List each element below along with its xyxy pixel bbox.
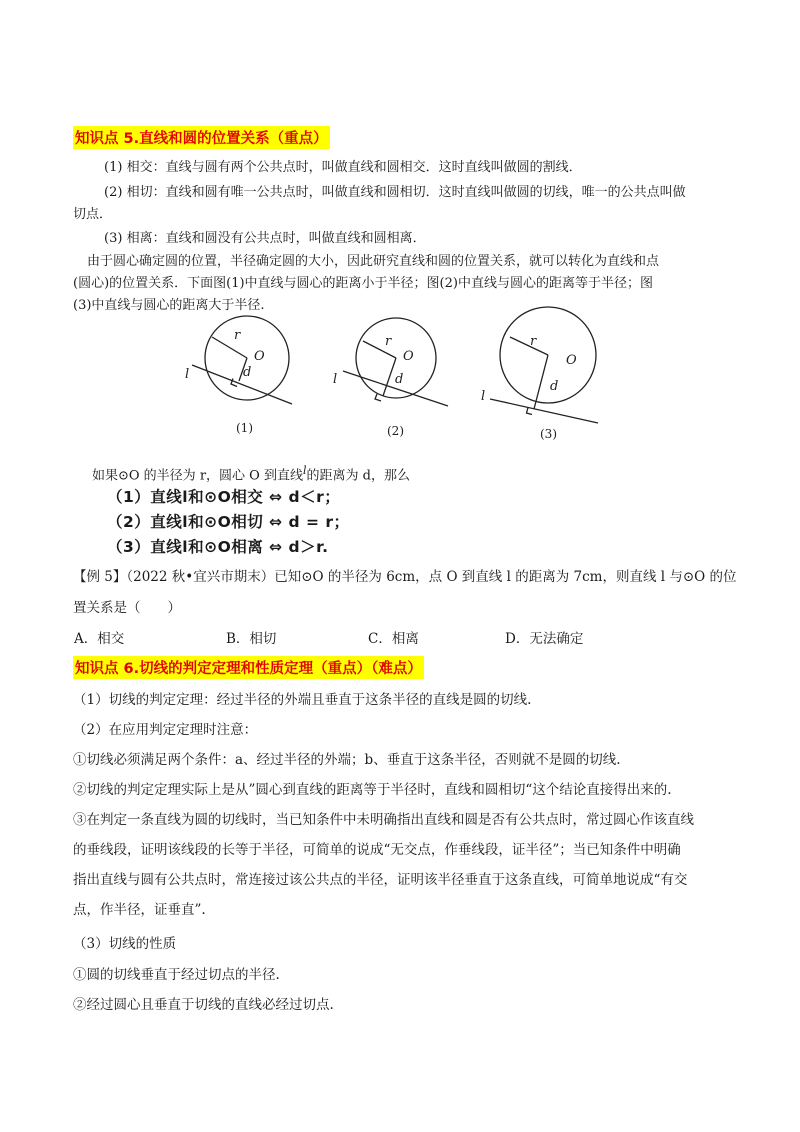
label-r: r bbox=[530, 334, 537, 349]
label-r: r bbox=[385, 334, 392, 349]
caption-1: (1) bbox=[236, 421, 253, 435]
item-text: 相交：直线与圆有两个公共点时，叫做直线和圆相交．这时直线叫做圆的割线． bbox=[126, 160, 582, 175]
s6-line-6: 的垂线段，证明该线段的长等于半径，可简单的说成“无交点，作垂线段，证半径”；当已知条件中明确 bbox=[73, 842, 681, 858]
s6-line-11: ②经过圆心且垂直于切线的直线必经过切点. bbox=[73, 997, 334, 1013]
item-number: (1) bbox=[104, 160, 123, 175]
s6-line-9: （3）切线的性质 bbox=[73, 936, 177, 952]
condition-tangent: （2）直线l和⊙O相切 ⇔ d = r； bbox=[107, 513, 350, 531]
example5-line1: 【例 5】（2022 秋•宜兴市期末）已知⊙O 的半径为 6cm，点 O 到直线 l 的距离为 7cm，则直线 l 与⊙O 的位 bbox=[73, 569, 737, 585]
section5-heading: 知识点 5.直线和圆的位置关系（重点） bbox=[73, 126, 330, 149]
s6-line-3: ①切线必须满足两个条件：a、经过半径的外端；b、垂直于这条半径，否则就不是圆的切线. bbox=[73, 752, 621, 768]
option-d: D．无法确定 bbox=[505, 631, 584, 647]
para-line-1: 由于圆心确定圆的位置，半径确定圆的大小，因此研究直线和圆的位置关系，就可以转化为直线和点 bbox=[87, 254, 660, 269]
s6-line-4: ②切线的判定定理实际上是从”圆心到直线的距离等于半径时，直线和圆相切“这个结论直接得出来的. bbox=[73, 782, 672, 798]
item-number: (3) bbox=[104, 231, 123, 246]
section6-heading: 知识点 6.切线的判定定理和性质定理（重点）（难点） bbox=[73, 656, 424, 679]
label-l: l bbox=[333, 372, 338, 387]
caption-3: (3) bbox=[540, 427, 557, 441]
label-o: O bbox=[254, 349, 265, 364]
option-b: B．相切 bbox=[226, 631, 277, 647]
item-number: (2) bbox=[104, 185, 123, 200]
item-text: 相切：直线和圆有唯一公共点时，叫做直线和圆相切．这时直线叫做圆的切线，唯一的公共点叫做 bbox=[126, 185, 686, 200]
label-d: d bbox=[395, 372, 404, 387]
label-r: r bbox=[234, 328, 241, 343]
option-c: C．相离 bbox=[368, 631, 419, 647]
label-o: O bbox=[566, 353, 577, 368]
label-l: l bbox=[185, 367, 190, 382]
caption-2: (2) bbox=[387, 424, 404, 438]
condition-intersect: （1）直线l和⊙O相交 ⇔ d＜r； bbox=[107, 488, 341, 506]
s6-line-7: 指出直线与圆有公共点时，常连接过该公共点的半径，证明该半径垂直于这条直线，可简单地说成“有交 bbox=[73, 872, 688, 888]
example5-line2: 置关系是（ ） bbox=[73, 600, 181, 616]
item-text: 相离：直线和圆没有公共点时，叫做直线和圆相离． bbox=[126, 231, 426, 246]
label-d: d bbox=[243, 365, 252, 380]
label-o: O bbox=[403, 349, 414, 364]
s6-line-10: ①圆的切线垂直于经过切点的半径. bbox=[73, 967, 280, 983]
option-a: A．相交 bbox=[74, 631, 125, 647]
condition-intro bbox=[92, 461, 410, 486]
para-line-3: (3)中直线与圆心的距离大于半径. bbox=[73, 298, 265, 313]
condition-separate: （3）直线l和⊙O相离 ⇔ d＞r. bbox=[107, 538, 329, 556]
s6-line-1: （1）切线的判定定理：经过半径的外端且垂直于这条半径的直线是圆的切线. bbox=[73, 692, 532, 708]
s6-line-8: 点，作半径，证垂直”. bbox=[73, 902, 206, 918]
para-line-2: (圆心)的位置关系．下面图(1)中直线与圆心的距离小于半径；图(2)中直线与圆心的距离等于半径；图 bbox=[73, 276, 653, 291]
line-l-symbol: l bbox=[302, 464, 307, 477]
s6-line-2: （2）在应用判定定理时注意： bbox=[73, 722, 258, 738]
s6-line-5: ③在判定一条直线为圆的切线时，当已知条件中未明确指出直线和圆是否有公共点时，常过圆心作该直线 bbox=[73, 812, 694, 828]
condition-intro-a: 如果⊙O 的半径为 r，圆心 O 到直线 bbox=[92, 468, 303, 484]
label-l: l bbox=[481, 389, 486, 404]
condition-intro-b: 的距离为 d，那么 bbox=[306, 468, 410, 484]
label-d: d bbox=[550, 379, 559, 394]
position-figure bbox=[0, 0, 800, 460]
item-text: 切点． bbox=[73, 207, 113, 222]
